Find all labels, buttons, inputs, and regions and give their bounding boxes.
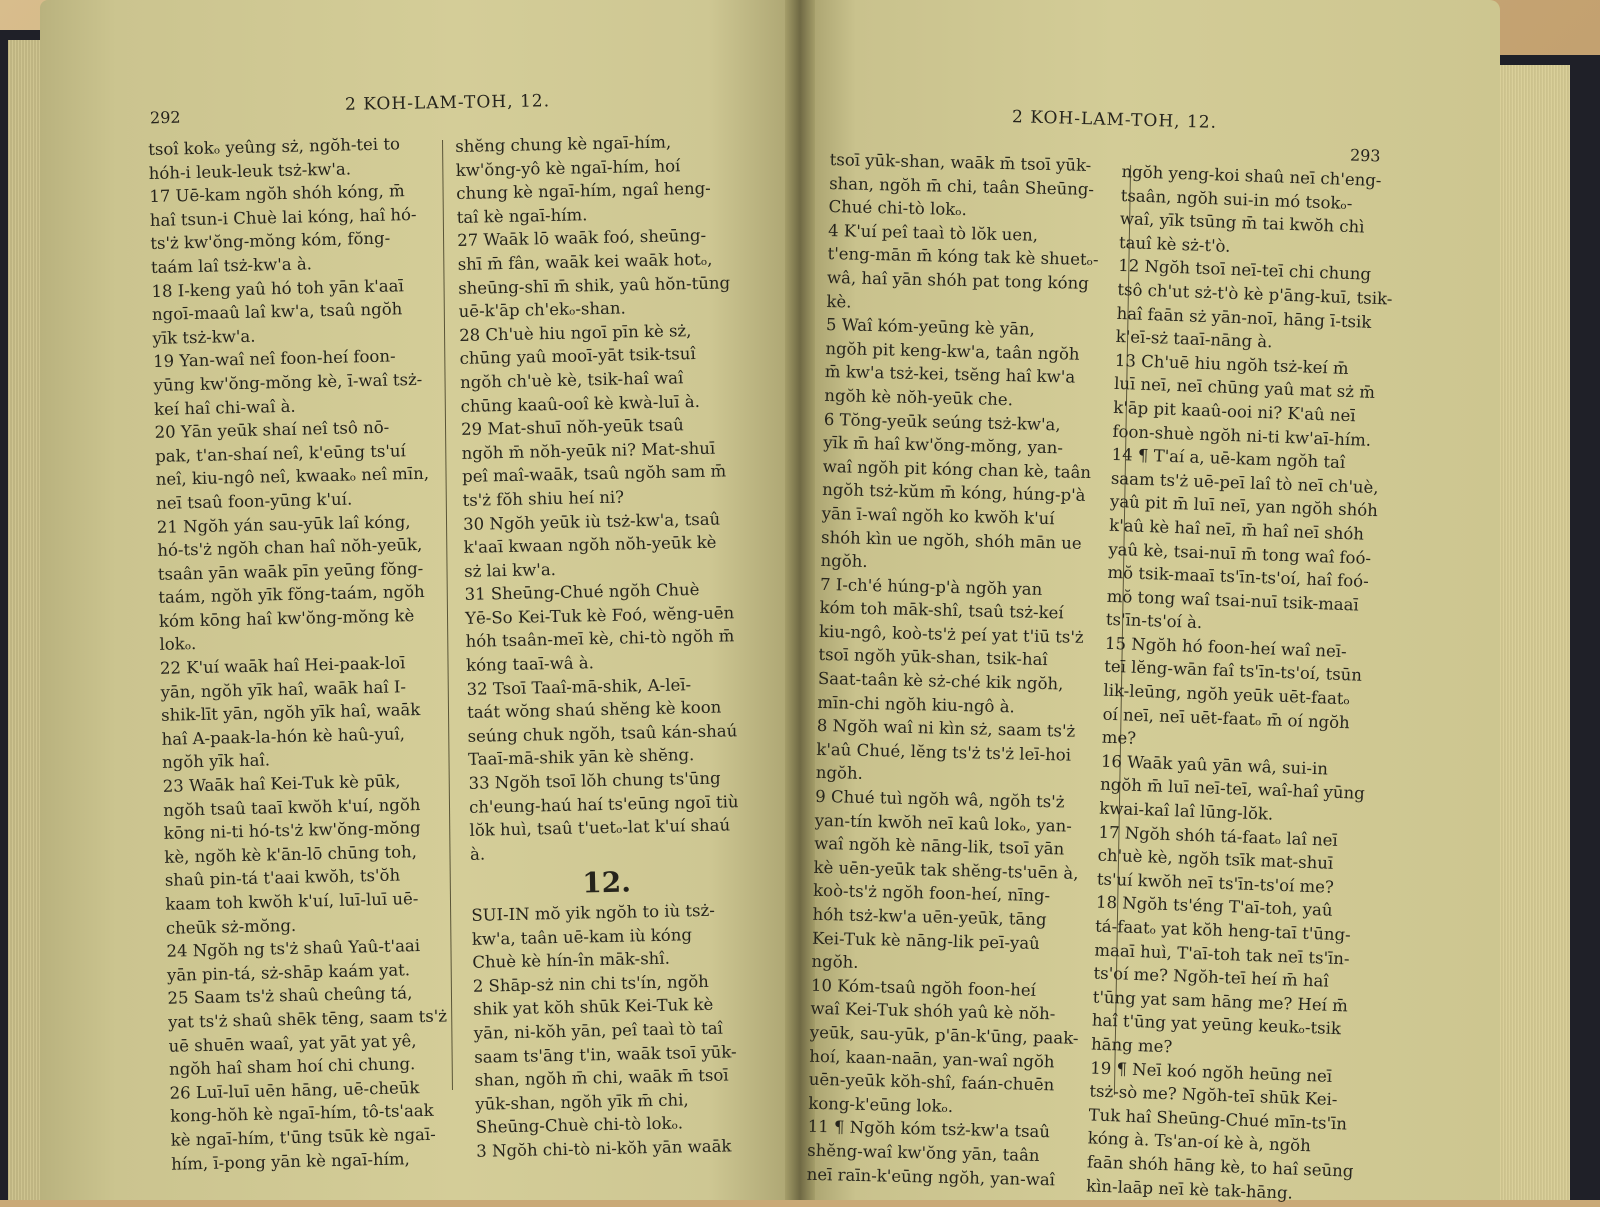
text-line: 7 I-ch'é húng-p'à ngŏh yan	[819, 574, 1043, 599]
text-line: ts'ż kw'ŏng-mŏng kóm, fŏng-	[150, 228, 391, 254]
text-line: 20 Yān yeūk shaí neî tsô nō-	[154, 417, 390, 443]
text-line: yaû kè, tsai-nuī m̄ tong waî foó-	[1108, 539, 1372, 568]
text-line: yūk-shan, ngŏh yīk m̄ chi,	[475, 1090, 689, 1114]
text-line: tsoī yūk-shan, waāk m̄ tsoī yūk-	[829, 149, 1092, 175]
text-line: tsoî kokₒ yeûng sż, ngŏh-tei to	[148, 134, 401, 159]
left-running-head: 2 KOH-LAM-TOH, 12.	[344, 91, 551, 115]
text-line: k'aaī kwaan ngŏh nŏh-yeūk kè	[463, 532, 717, 558]
text-line: 16 Waāk yaû yān wâ, sui-in	[1100, 751, 1329, 779]
text-line: Sheūng-Chuè chi-tò lokₒ.	[475, 1113, 684, 1138]
text-line: lŏk huì, tsaû t'uetₒ-lat k'uí shaú	[469, 815, 731, 841]
text-line: kóm kōng haî kw'ŏng-mŏng kè	[158, 605, 415, 631]
text-line: mīn-chi ngŏh kiu-ngô à.	[817, 692, 1016, 716]
text-line: 27 Waāk lō waāk foó, sheūng-	[457, 226, 707, 251]
text-line: ngŏh tsż-kŭm m̄ kóng, húng-p'à	[822, 480, 1086, 506]
text-line: tsô ch'ut sż-t'ò kè p'āng-kuī, tsik-	[1117, 279, 1393, 309]
text-line: yūng kw'ŏng-mŏng kè, ī-waî tsż-	[153, 369, 423, 395]
text-line: 23 Waāk haî Kei-Tuk kè pūk,	[162, 771, 401, 796]
text-line: hāng me?	[1090, 1034, 1173, 1057]
text-line: yān ī-waî ngŏh ko kwŏh k'uí	[821, 503, 1055, 529]
text-line: 21 Ngŏh yán sau-yūk laî kóng,	[156, 511, 411, 537]
text-line: Taaī-mā-shik yān kè shĕng.	[467, 745, 695, 770]
text-line: Chuè kè hín-în māk-shî.	[472, 948, 671, 973]
left-page-column-2	[455, 129, 748, 1163]
text-line: k'aû Chué, lĕng ts'ż ts'ż leī-hoi	[816, 739, 1072, 765]
text-line: shóh kìn ue ngŏh, shóh mān ue	[820, 527, 1082, 553]
text-line: cheūk sż-mŏng.	[165, 915, 297, 938]
text-line: uēn-yeūk kŏh-shî, faán-chuēn	[808, 1069, 1055, 1095]
text-line: 3 Ngŏh chi-tò ni-kŏh yān waāk	[476, 1136, 732, 1161]
text-line: kóng taaī-wâ à.	[465, 653, 595, 675]
text-line: saam ts'āng t'in, waāk tsoī yūk-	[474, 1041, 737, 1067]
text-line: tsaân yān waāk pīn yeūng fŏng-	[157, 558, 424, 584]
text-line: haî faān sż yān-noī, hāng ī-tsik	[1116, 303, 1372, 332]
text-line: ngŏh.	[820, 550, 868, 572]
text-line: 28 Ch'uè hiu ngoī pīn kè sż,	[458, 320, 692, 345]
text-line: 2 Shāp-sż nin chi ts'ín, ngŏh	[472, 971, 709, 996]
left-column-2-after	[471, 898, 748, 1163]
text-line: 19 Yan-waî neî foon-heí foon-	[152, 346, 396, 372]
text-line: waî ngŏh kè nāng-lik, tsoī yān	[814, 834, 1065, 859]
page-edges-right	[1490, 65, 1570, 1200]
text-line: Tuk haî Sheūng-Chué mīn-ts'īn	[1088, 1105, 1348, 1134]
text-line: waî ngŏh pit kóng chan kè, taân	[822, 456, 1092, 482]
text-line: tá-faatₒ yat kŏh heng-taī t'ūng-	[1094, 916, 1352, 945]
text-line: yan-tín kwŏh neī kaû lokₒ, yan-	[814, 810, 1073, 836]
text-line: me?	[1101, 727, 1137, 749]
text-line: sheūng-shī m̄ shik, yaû hŏn-tūng	[458, 272, 731, 298]
text-line: ngŏh m̄ luī neī-teī, waî-haî yūng	[1099, 775, 1366, 804]
text-line: 22 K'uí waāk haî Hei-paak-loī	[159, 653, 406, 678]
text-line: 5 Waî kóm-yeūng kè yān,	[825, 315, 1036, 339]
text-line: 14 ¶ T'aí a, uē-kam ngŏh taî	[1111, 444, 1346, 473]
text-line: Saat-taân kè sż-ché kik ngŏh,	[817, 668, 1064, 694]
text-line: pak, t'an-shaí neî, k'eūng ts'uí	[155, 440, 406, 466]
text-line: 26 Luī-luī uēn hāng, uē-cheūk	[169, 1077, 420, 1103]
text-line: shan, ngŏh m̄ chi, waāk m̄ tsoī	[474, 1065, 729, 1090]
text-line: kè.	[826, 291, 852, 312]
text-line: kè ngaī-hím, t'ūng tsūk kè ngaī-	[170, 1124, 436, 1150]
text-line: kw'a, taân uē-kam iù kóng	[471, 924, 693, 949]
text-line: k'eī-sż taaī-nāng à.	[1115, 327, 1273, 352]
text-line: ngŏh yīk haî.	[161, 750, 271, 773]
text-line: 17 Uē-kam ngŏh shóh kóng, m̄	[149, 181, 405, 207]
text-line: ch'eung-haú haí ts'eūng ngoī tiù	[468, 791, 739, 817]
text-line: hó-ts'ż ngŏh chan haî nŏh-yeūk,	[157, 534, 423, 560]
text-line: Yē-So Kei-Tuk kè Foó, wĕng-uēn	[464, 603, 735, 628]
text-line: hóh-i leuk-leuk tsż-kw'a.	[148, 158, 352, 183]
text-line: kè uēn-yeūk tak shĕng-ts'uēn à,	[813, 857, 1079, 883]
text-line: kong-k'eūng lokₒ.	[808, 1093, 954, 1116]
text-line: ngŏh kè nŏh-yeūk che.	[824, 385, 1014, 410]
text-line: ngŏh.	[811, 951, 859, 973]
text-line: ts'īn-ts'oí à.	[1105, 610, 1203, 633]
text-line: peî maî-waāk, tsaû ngŏh sam m̄	[461, 461, 727, 487]
text-line: haî A-paak-la-hón kè haû-yuî,	[161, 724, 406, 749]
left-column-2-verses	[455, 129, 742, 866]
text-line: ngŏh yeng-koi shaû neī ch'eng-	[1121, 161, 1382, 191]
text-line: hóh tsż-kw'a uēn-yeūk, tāng	[812, 904, 1047, 930]
text-line: 25 Saam ts'ż shaû cheûng tá,	[167, 983, 413, 1009]
text-line: tsoī ngŏh yūk-shan, tsik-haî	[818, 645, 1048, 670]
right-page-column-2	[1086, 160, 1397, 1207]
text-line: yān, ngŏh yīk haî, waāk haî I-	[160, 676, 407, 702]
text-line: lik-leūng, ngŏh yeūk uēt-faatₒ	[1103, 680, 1351, 709]
text-line: kwai-kaî laî lūng-lŏk.	[1099, 798, 1274, 824]
text-line: ngŏh haî sham hoí chi chung.	[168, 1054, 416, 1079]
text-line: yīk m̄ haî kw'ŏng-mŏng, yan-	[823, 433, 1064, 458]
text-line: 15 Ngŏh hó foon-heí waî neī-	[1104, 633, 1347, 662]
text-line: mŏ tong waî tsai-nuī tsik-maaī	[1106, 586, 1360, 615]
text-line: oí neī, neī uēt-faatₒ m̄ oí ngŏh	[1102, 704, 1351, 732]
text-line: t'eng-mān m̄ kóng tak kè shuetₒ-	[827, 244, 1099, 270]
text-line: ch'uè kè, ngŏh tsīk mat-shuī	[1097, 845, 1334, 874]
text-line: 8 Ngŏh waî ni kìn sż, saam ts'ż	[816, 716, 1076, 741]
text-line: 9 Chué tuì ngŏh wâ, ngŏh ts'ż	[815, 786, 1065, 812]
text-line: seúng chuk ngŏh, tsaû kán-shaú	[467, 721, 738, 746]
text-line: Chué chi-tò lokₒ.	[828, 197, 968, 220]
text-line: taám laî tsż-kw'a à.	[150, 254, 313, 277]
text-line: uē-k'āp ch'ekₒ-shan.	[458, 298, 626, 322]
text-line: yaû pit m̄ luī neī, yan ngŏh shóh	[1109, 492, 1379, 521]
text-line: lokₒ.	[159, 634, 197, 655]
text-line: chūng kaaû-ooî kè kwà-luī à.	[460, 391, 701, 416]
text-line: kè, ngŏh kè k'ān-lō chūng toh,	[164, 841, 418, 867]
text-line: mŏ tsik-maaī ts'īn-ts'oí, haî foó-	[1107, 562, 1370, 591]
text-line: ts'uí kwŏh neī ts'īn-ts'oí me?	[1096, 869, 1335, 897]
text-line: saam ts'ż uē-peī laî tò neī ch'uè,	[1110, 468, 1379, 497]
text-line: taî kè ngaī-hím.	[456, 205, 588, 227]
text-line: shaû pin-tá t'aai kwŏh, ts'ŏh	[164, 865, 401, 891]
text-line: tsaân, ngŏh sui-in mó tsokₒ-	[1120, 185, 1353, 213]
text-line: maaī huì, T'aī-toh tak neī ts'īn-	[1094, 940, 1350, 969]
text-line: hoí, kaan-naān, yan-waî ngŏh	[809, 1046, 1055, 1071]
text-line: Kei-Tuk kè nāng-lik peī-yaû	[811, 928, 1041, 953]
text-line: kaam toh kwŏh k'uí, luī-luī uē-	[165, 889, 419, 914]
chapter-heading: 12.	[581, 865, 632, 900]
text-line: 30 Ngŏh yeūk iù tsż-kw'a, tsaû	[462, 509, 721, 534]
text-line: neî, kiu-ngô neî, kwaakₒ neî mīn,	[155, 464, 430, 490]
text-line: 24 Ngŏh ng ts'ż shaû Yaû-t'aai	[166, 936, 421, 961]
text-line: koò-ts'ż ngŏh foon-heí, nīng-	[812, 881, 1051, 906]
right-page-number: 293	[1349, 145, 1381, 166]
text-line: 13 Ch'uē hiu ngŏh tsż-keí m̄	[1114, 350, 1349, 378]
text-line: ngŏh ch'uè kè, tsik-haî waî	[459, 368, 684, 392]
text-line: k'aû kè haî neī, m̄ haî neī shóh	[1108, 515, 1365, 544]
text-line: shī m̄ fân, waāk kei waāk hotₒ,	[457, 249, 713, 274]
text-line: tauî kè sż-t'ò.	[1118, 232, 1231, 256]
text-line: hóh tsaân-meī kè, chi-tò ngŏh m̄	[465, 626, 735, 652]
text-line: ngŏh tsaû taaī kwŏh k'uí, ngŏh	[163, 794, 421, 820]
text-line: ngŏh m̄ nŏh-yeūk ni? Mat-shuī	[461, 438, 716, 463]
text-line: 12 Ngŏh tsoī neī-teī chi chung	[1117, 256, 1372, 285]
text-line: keí haî chi-waî à.	[153, 396, 296, 419]
text-line: tsż-sò me? Ngŏh-teī shūk Kei-	[1089, 1081, 1338, 1110]
text-line: 10 Kóm-tsaû ngŏh foon-heí	[810, 975, 1037, 1000]
right-page-column-1	[806, 148, 1101, 1192]
text-line: SUI-IN mŏ yik ngŏh to iù tsż-	[471, 900, 715, 925]
text-line: waî Kei-Tuk shóh yaû kè nŏh-	[810, 999, 1056, 1024]
text-line: luī neī, neī chūng yaû mat sż m̄	[1113, 374, 1376, 403]
text-line: 11 ¶ Ngŏh kóm tsż-kw'a tsaû	[807, 1117, 1051, 1142]
text-line: shĕng-waî kw'ŏng yān, taân	[807, 1140, 1040, 1165]
text-line: shik yat kŏh shūk Kei-Tuk kè	[473, 995, 714, 1020]
left-page-column-1	[148, 132, 450, 1176]
text-line: chung kè ngaī-hím, ngaî heng-	[456, 178, 711, 204]
text-line: foon-shuè ngŏh ni-ti kw'aī-hím.	[1112, 421, 1372, 450]
text-line: 32 Tsoī Taaî-mā-shik, A-leī-	[466, 674, 692, 699]
text-line: yān, ni-kŏh yān, peî taaì tò taî	[473, 1018, 724, 1043]
text-line: 18 I-keng yaû hó toh yān k'aaī	[151, 275, 404, 301]
right-running-head: 2 KOH-LAM-TOH, 12.	[1011, 107, 1218, 133]
text-line: k'āp pit kaaû-ooi ni? K'aû neī	[1113, 397, 1356, 426]
text-line: faān shóh hāng kè, to haî seūng	[1086, 1152, 1354, 1181]
text-line: 29 Mat-shuī nŏh-yeūk tsaû	[460, 415, 685, 440]
text-line: kiu-ngô, koò-ts'ż peí yat t'iū ts'ż	[818, 621, 1084, 647]
text-line: chūng yaû mooī-yāt tsik-tsuî	[459, 344, 696, 369]
text-line: ts'oí me? Ngŏh-teī heí m̄ haî	[1093, 963, 1329, 991]
text-line: hím, ī-pong yān kè ngaī-hím,	[171, 1148, 410, 1174]
text-line: neī tsaû foon-yūng k'uí.	[156, 489, 353, 513]
text-line: shan, ngŏh m̄ chi, taân Sheūng-	[828, 173, 1095, 199]
text-line: yān pin-tá, sż-shāp kaám yat.	[166, 960, 411, 985]
text-line: neī raīn-k'eūng ngŏh, yan-waî	[806, 1164, 1056, 1189]
text-line: kìn-laāp neī kè tak-hāng.	[1085, 1175, 1294, 1203]
text-line: à.	[469, 844, 486, 864]
text-line: ts'ż fŏh shiu heí ni?	[462, 487, 625, 510]
text-line: 19 ¶ Neī koó ngŏh heūng neī	[1089, 1058, 1333, 1086]
text-line: shĕng chung kè ngaī-hím,	[455, 132, 672, 156]
left-page-number: 292	[149, 107, 181, 128]
text-line: uē shuēn waaî, yat yāt yat yê,	[168, 1030, 417, 1056]
text-line: ngŏh pit keng-kw'a, taân ngŏh	[825, 338, 1080, 364]
text-line: 31 Sheūng-Chué ngŏh Chuè	[464, 580, 700, 605]
text-line: waî, yīk tsūng m̄ tai kwŏh chì	[1119, 209, 1365, 237]
text-line: 17 Ngŏh shóh tá-faatₒ laî neī	[1098, 822, 1339, 850]
text-line: shik-līt yān, ngŏh yīk haî, waāk	[160, 700, 421, 726]
text-line: teī lĕng-wān faî ts'īn-ts'oí, tsūn	[1103, 657, 1363, 686]
text-line: 18 Ngŏh ts'éng T'aī-toh, yaû	[1095, 892, 1333, 921]
text-line: t'ūng yat sam hāng me? Heí m̄	[1092, 987, 1349, 1016]
text-line: 4 K'uí peî taaì tò lŏk uen,	[827, 220, 1039, 245]
text-line: kong-hŏh kè ngaī-hím, tô-ts'aak	[169, 1101, 434, 1127]
text-line: yīk tsż-kw'a.	[152, 326, 256, 348]
text-line: haî tsun-i Chuè lai kóng, haî hó-	[149, 204, 417, 230]
text-line: yat ts'ż shaû shēk tēng, saam ts'ż	[167, 1006, 448, 1032]
text-line: 6 Tŏng-yeūk seúng tsż-kw'a,	[823, 409, 1061, 434]
text-line: haî t'ūng yat yeūng keukₒ-tsik	[1091, 1010, 1342, 1039]
text-line: yeūk, sau-yūk, p'ān-k'ūng, paak-	[809, 1022, 1079, 1048]
text-line: kōng ni-ti hó-ts'ż kw'ŏng-mŏng	[163, 818, 421, 844]
text-line: kw'ŏng-yô kè ngaī-hím, hoí	[455, 155, 681, 180]
text-line: taám, ngŏh yīk fŏng-taám, ngŏh	[158, 582, 425, 608]
text-line: m̄ kw'a tsż-kei, tsĕng haî kw'a	[824, 362, 1076, 387]
text-line: kóm toh māk-shî, tsaû tsż-keí	[819, 598, 1064, 623]
text-line: kóng à. Ts'an-oí kè à, ngŏh	[1087, 1128, 1312, 1156]
text-line: wâ, haî yān shóh pat tong kóng	[826, 267, 1089, 293]
text-line: 33 Ngŏh tsoī lŏh chung ts'ūng	[468, 768, 721, 793]
text-line: taát wŏng shaú shĕng kè koon	[466, 697, 722, 723]
text-line: ngŏh.	[815, 763, 864, 784]
text-line: ngoī-maaû laî kw'a, tsaû ngŏh	[151, 299, 403, 325]
text-line: sż lai kw'a.	[463, 559, 557, 581]
